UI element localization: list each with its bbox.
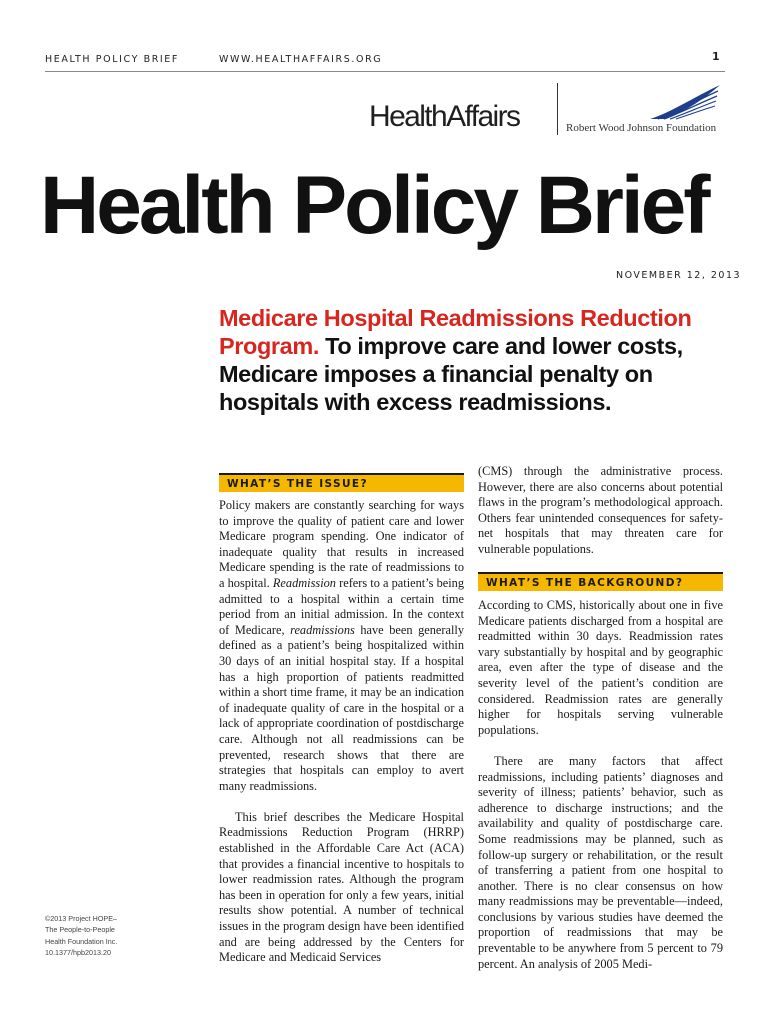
section-title-background: WHAT’S THE BACKGROUND? <box>486 577 684 589</box>
background-paragraph-2: There are many factors that affect readmissions, including patients’ diagnoses and severity of illness; patients’ behavior, such as adherence to discharge instructions; and the availability and quality of postdischarge care. Some readmissions may be planned, such as follow-up surgery or rehabilitation, or the result of transferring a patient from one hospital to another. There is no clear consensus on how many readmissions may be preventable—indeed, conclusions by various studies have deemed the proportion of readmissions that may be preventable to be anywhere from 5 percent to 79 percent. An analysis of 2005 Medi- <box>478 753 723 971</box>
header-rule <box>45 71 725 72</box>
page-title: Health Policy Brief <box>40 160 708 251</box>
website-link[interactable]: WWW.HEALTHAFFAIRS.ORG <box>219 54 383 65</box>
brief-label: HEALTH POLICY BRIEF <box>45 54 179 65</box>
right-column <box>478 598 723 972</box>
rwjf-logo-text: Robert Wood Johnson Foundation <box>566 122 717 134</box>
issue-paragraph-2: This brief describes the Medicare Hospital Readmissions Reduction Program (HRRP) established in the Affordable Care Act (ACA) that provides a financial incentive to hospitals to lower readmission rates. Although the program has been in operation for only a few years, initial results show potential. A number of technical issues in the program design have been identified and are being addressed by the Centers for Medicare and Medicaid Services <box>219 809 464 965</box>
logo-divider <box>557 83 558 135</box>
headline-program-name: Medicare Hospital Readmissions Reduction Program. <box>219 305 692 359</box>
issue-paragraph-1: Policy makers are constantly searching for ways to improve the quality of patient care and lower Medicare program spending. One indicator of inadequate quality that results in increased Medicare spending is the rate of readmissions to a hospital. Readmission refers to a patient’s being admitted to a hospital within a certain time period from an initial admission. In the context of Medicare, readmissions have been generally defined as a patient’s being hospitalized within 30 days of an initial hospital stay. If a hospital has a high proportion of patients readmitted within a short time frame, it may be an indication of inadequate quality of care in the hospital or a lack of appropriate coordination of postdischarge care. Although not all readmissions can be prevented, research shows that there are strategies that hospitals can employ to avert many readmissions. <box>219 498 464 793</box>
issue-paragraph-2-continued: (CMS) through the administrative process. However, there are also concerns about potential flaws in the program’s methodological approach. Others fear unintended consequences for safety-net hospitals that may threaten care for vulnerable populations. <box>478 464 723 556</box>
page-number: 1 <box>712 50 720 63</box>
health-affairs-logo: HealthAffairs <box>369 100 520 133</box>
rwjf-bird-logo-icon <box>648 83 722 121</box>
doi: 10.1377/hpb2013.20 <box>45 947 111 957</box>
left-column <box>219 498 464 966</box>
section-header-background <box>478 572 723 591</box>
section-title-issue: WHAT’S THE ISSUE? <box>227 478 368 490</box>
publication-date: NOVEMBER 12, 2013 <box>616 270 742 281</box>
headline-summary: To improve care and lower costs, Medicare imposes a financial penalty on hospitals with excess readmissions. <box>219 333 683 415</box>
copyright-notice: ©2013 Project HOPE– The People-to-People Health Foundation Inc. 10.1377/hpb2013.20 <box>45 913 155 958</box>
section-header-issue <box>219 473 464 492</box>
headline <box>219 304 739 416</box>
background-paragraph-1: According to CMS, historically about one in five Medicare patients discharged from a hospital are readmitted within 30 days. Readmission rates vary substantially by hospital and by geographic area, even after the type of disease and the severity level of the patient’s condition are considered. Readmission rates are generally higher for hospitals serving vulnerable populations. <box>478 598 723 737</box>
